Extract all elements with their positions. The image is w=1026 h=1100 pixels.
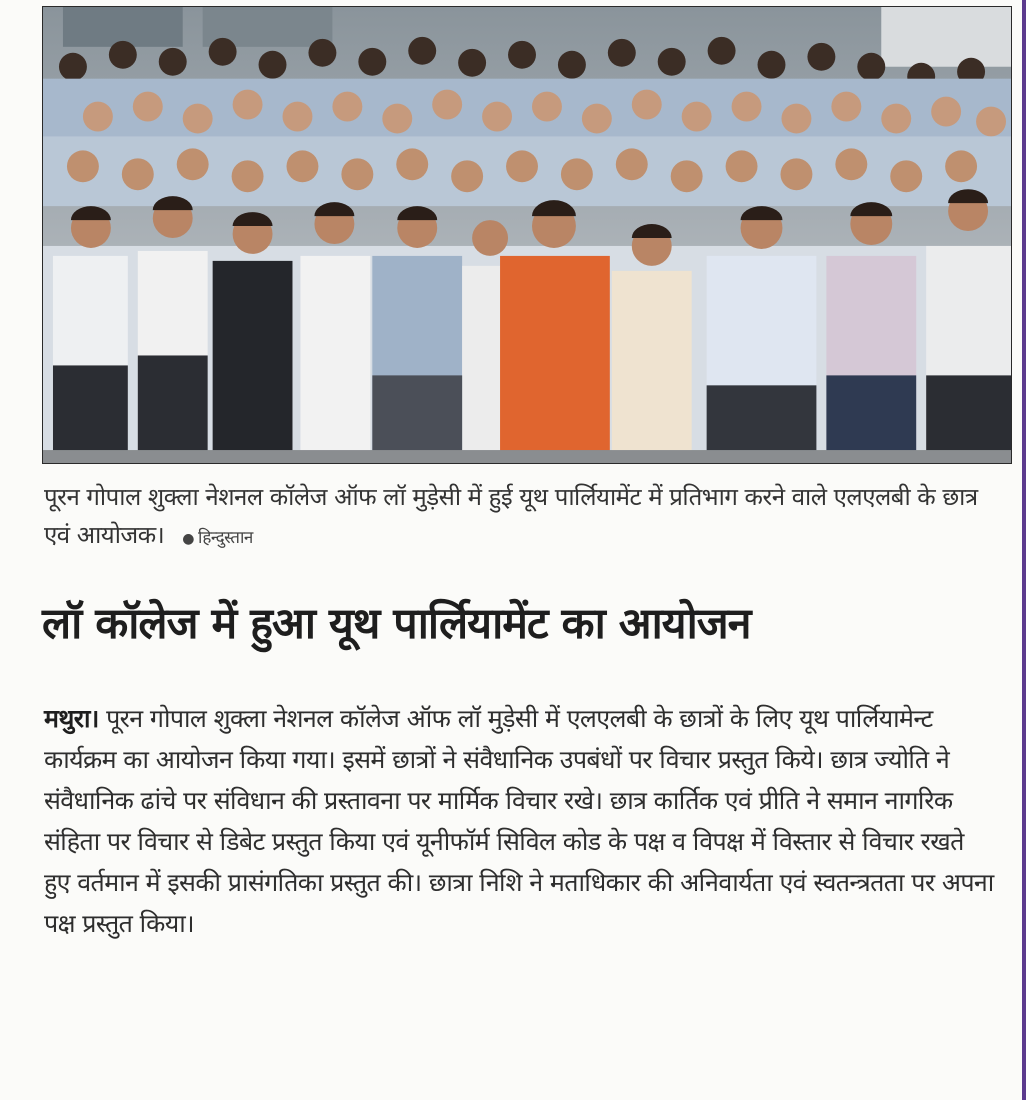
group-photo-image: [43, 7, 1011, 463]
article-headline: लॉ कॉलेज में हुआ यूथ पार्लियामेंट का आयोजन: [42, 599, 751, 649]
credit-source: हिन्दुस्तान: [197, 528, 253, 548]
article-body-text: पूरन गोपाल शुक्ला नेशनल कॉलेज ऑफ लॉ मुड़ेसी में एलएलबी के छात्रों के लिए यूथ पार्लियामेन्ट कार्यक्रम का आयोजन किया गया। इसमें छात्रों ने संवैधानिक उपबंधों पर विचार प्रस्तुत किये। छात्र ज्योति ने संवैधानिक ढांचे पर संविधान की प्रस्तावना पर मार्मिक विचार रखे। छात्र कार्तिक एवं प्रीति ने समान नागरिक संहिता पर विचार से डिबेट प्रस्तुत किया एवं यूनीफॉर्म सिविल कोड के पक्ष व विपक्ष में विस्तार से विचार रखते हुए वर्तमान में इसकी प्रासंगतिका प्रस्तुत की। छात्रा निशि ने मताधिकार की अनिवार्यता एवं स्वतन्त्रतता पर अपना पक्ष प्रस्तुत किया।: [44, 704, 994, 938]
group-photo: [42, 6, 1012, 464]
photo-credit: [182, 528, 253, 548]
article-body: [44, 698, 994, 944]
article-dateline: मथुरा।: [44, 704, 99, 733]
photo-caption: [44, 478, 1004, 558]
credit-bullet-icon: ●: [182, 531, 194, 547]
caption-text: पूरन गोपाल शुक्ला नेशनल कॉलेज ऑफ लॉ मुड़ेसी में हुई यूथ पार्लियामेंट में प्रतिभाग करने वाले एलएलबी के छात्र एवं आयोजक।: [44, 483, 978, 549]
page-edge-strip: [1022, 0, 1026, 1100]
